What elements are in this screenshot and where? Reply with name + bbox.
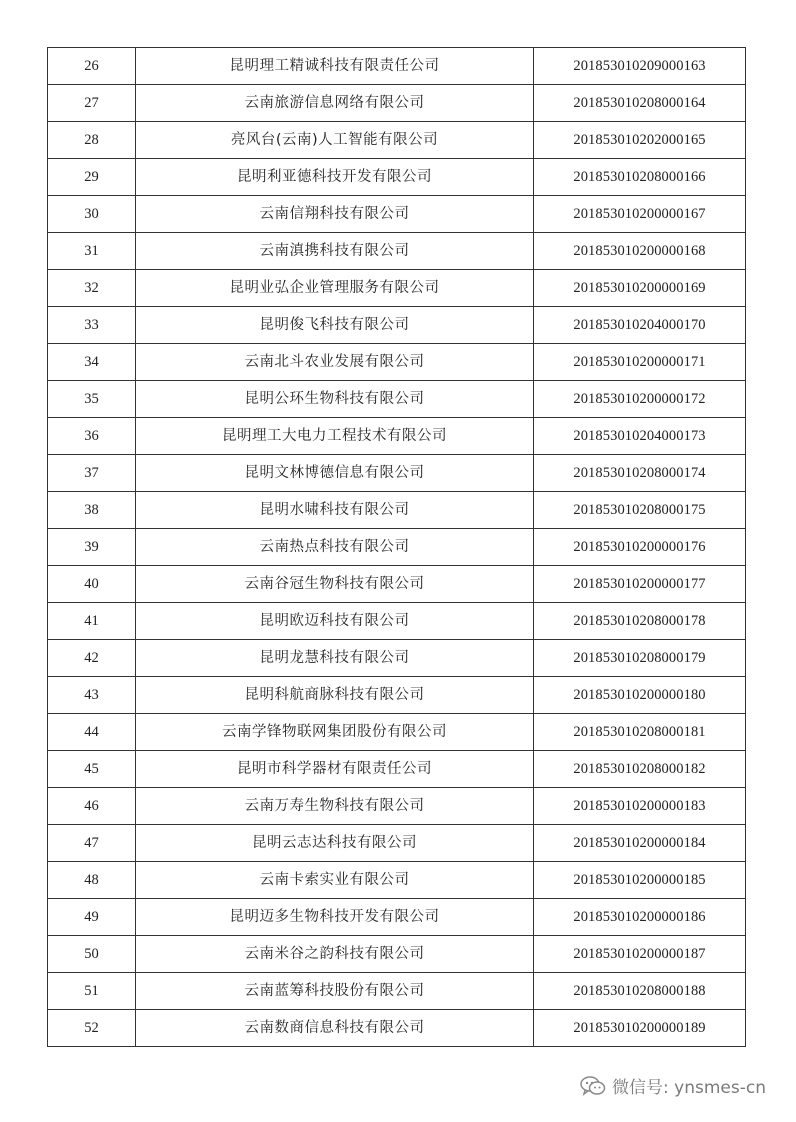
row-number-cell: 34 [48,344,136,381]
registration-code-cell: 201853010200000171 [534,344,746,381]
company-name-cell: 昆明龙慧科技有限公司 [136,640,534,677]
company-name-cell: 云南滇携科技有限公司 [136,233,534,270]
registration-code-cell: 201853010200000177 [534,566,746,603]
row-number-cell: 52 [48,1010,136,1047]
table-row [48,677,746,714]
registration-code-cell: 201853010200000169 [534,270,746,307]
company-name-cell: 云南谷冠生物科技有限公司 [136,566,534,603]
company-name-cell: 昆明市科学器材有限责任公司 [136,751,534,788]
row-number-cell: 30 [48,196,136,233]
row-number-cell: 39 [48,529,136,566]
row-number-cell: 49 [48,899,136,936]
company-name-cell: 昆明欧迈科技有限公司 [136,603,534,640]
company-name-cell: 昆明利亚德科技开发有限公司 [136,159,534,196]
wechat-id-text: 微信号: ynsmes-cn [612,1078,766,1098]
table-row [48,307,746,344]
registration-code-cell: 201853010208000182 [534,751,746,788]
registration-code-cell: 201853010200000186 [534,899,746,936]
registration-code-cell: 201853010208000188 [534,973,746,1010]
company-name-cell: 昆明公环生物科技有限公司 [136,381,534,418]
table-row [48,418,746,455]
table-row [48,936,746,973]
company-name-cell: 亮风台(云南)人工智能有限公司 [136,122,534,159]
row-number-cell: 51 [48,973,136,1010]
company-name-cell: 昆明云志达科技有限公司 [136,825,534,862]
row-number-cell: 27 [48,85,136,122]
company-name-cell: 昆明业弘企业管理服务有限公司 [136,270,534,307]
table-body [48,48,746,1047]
registration-code-cell: 201853010209000163 [534,48,746,85]
company-name-cell: 昆明俊飞科技有限公司 [136,307,534,344]
row-number-cell: 29 [48,159,136,196]
registration-code-cell: 201853010200000168 [534,233,746,270]
table-row [48,825,746,862]
registration-code-cell: 201853010202000165 [534,122,746,159]
wechat-watermark [580,1073,766,1098]
registration-code-cell: 201853010208000178 [534,603,746,640]
row-number-cell: 35 [48,381,136,418]
table-row [48,751,746,788]
table-row [48,48,746,85]
registration-code-cell: 201853010200000184 [534,825,746,862]
company-name-cell: 云南北斗农业发展有限公司 [136,344,534,381]
table-row [48,529,746,566]
table-row [48,381,746,418]
registration-code-cell: 201853010200000167 [534,196,746,233]
registration-code-cell: 201853010200000183 [534,788,746,825]
row-number-cell: 40 [48,566,136,603]
company-name-cell: 昆明迈多生物科技开发有限公司 [136,899,534,936]
company-name-cell: 云南数商信息科技有限公司 [136,1010,534,1047]
row-number-cell: 33 [48,307,136,344]
table-row [48,566,746,603]
company-name-cell: 云南米谷之韵科技有限公司 [136,936,534,973]
row-number-cell: 42 [48,640,136,677]
registration-code-cell: 201853010208000181 [534,714,746,751]
table-row [48,899,746,936]
registration-code-cell: 201853010208000179 [534,640,746,677]
row-number-cell: 45 [48,751,136,788]
row-number-cell: 26 [48,48,136,85]
company-name-cell: 云南信翔科技有限公司 [136,196,534,233]
table-row [48,196,746,233]
company-name-cell: 云南蓝筹科技股份有限公司 [136,973,534,1010]
registration-code-cell: 201853010200000176 [534,529,746,566]
row-number-cell: 44 [48,714,136,751]
company-name-cell: 昆明文林博德信息有限公司 [136,455,534,492]
company-name-cell: 云南学锋物联网集团股份有限公司 [136,714,534,751]
registration-code-cell: 201853010200000180 [534,677,746,714]
registration-code-cell: 201853010208000174 [534,455,746,492]
wechat-icon [580,1076,606,1096]
registration-code-cell: 201853010204000173 [534,418,746,455]
registration-code-cell: 201853010208000166 [534,159,746,196]
table-row [48,492,746,529]
row-number-cell: 48 [48,862,136,899]
table-row [48,640,746,677]
table-row [48,603,746,640]
row-number-cell: 41 [48,603,136,640]
table-row [48,85,746,122]
table-row [48,714,746,751]
company-name-cell: 昆明理工大电力工程技术有限公司 [136,418,534,455]
table-row [48,270,746,307]
row-number-cell: 31 [48,233,136,270]
registration-code-cell: 201853010208000164 [534,85,746,122]
row-number-cell: 47 [48,825,136,862]
table-row [48,122,746,159]
registration-code-cell: 201853010204000170 [534,307,746,344]
registration-code-cell: 201853010208000175 [534,492,746,529]
row-number-cell: 36 [48,418,136,455]
company-name-cell: 昆明科航商脉科技有限公司 [136,677,534,714]
company-name-cell: 云南卡索实业有限公司 [136,862,534,899]
company-name-cell: 云南旅游信息网络有限公司 [136,85,534,122]
company-name-cell: 云南热点科技有限公司 [136,529,534,566]
table-row [48,862,746,899]
company-registry-table [47,47,746,1047]
table-row [48,973,746,1010]
registration-code-cell: 201853010200000185 [534,862,746,899]
table-row [48,159,746,196]
row-number-cell: 37 [48,455,136,492]
table-row [48,455,746,492]
registration-code-cell: 201853010200000172 [534,381,746,418]
row-number-cell: 32 [48,270,136,307]
row-number-cell: 46 [48,788,136,825]
table-row [48,788,746,825]
company-name-cell: 昆明理工精诚科技有限责任公司 [136,48,534,85]
row-number-cell: 38 [48,492,136,529]
table-row [48,344,746,381]
registration-code-cell: 201853010200000187 [534,936,746,973]
row-number-cell: 50 [48,936,136,973]
row-number-cell: 43 [48,677,136,714]
company-name-cell: 云南万寿生物科技有限公司 [136,788,534,825]
table-row [48,233,746,270]
table-row [48,1010,746,1047]
row-number-cell: 28 [48,122,136,159]
company-name-cell: 昆明水啸科技有限公司 [136,492,534,529]
registration-code-cell: 201853010200000189 [534,1010,746,1047]
